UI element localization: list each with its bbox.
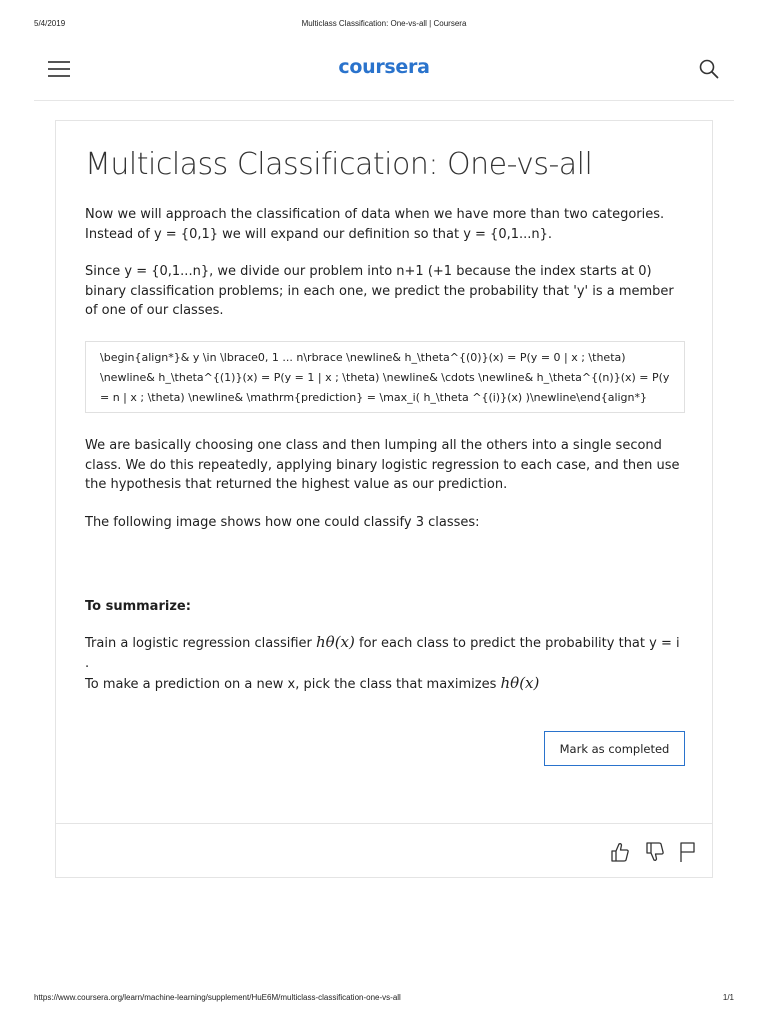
image-caption-paragraph: The following image shows how one could classify 3 classes: (85, 515, 480, 530)
intro-paragraph: Now we will approach the classification of data when we have more than two categories. Instead of y = {0,1} we will expand our definition so that y = {0,1...n}. (85, 207, 665, 242)
print-page-title: Multiclass Classification: One-vs-all | Coursera (301, 19, 467, 28)
explanation-paragraph: We are basically choosing one class and then lumping all the others into a single second class. We do this repeatedly, applying binary logistic regression to each case, and then use the hypothesis that returned the highest value as our prediction. (85, 438, 680, 492)
thumbs-up-icon[interactable] (610, 841, 630, 863)
top-navigation (34, 44, 734, 101)
approach-paragraph: Since y = {0,1...n}, we divide our problem into n+1 (+1 because the index starts at 0) binary classification problems; in each one, we predict the probability that 'y' is a member of one of our classes. (85, 264, 674, 318)
summary-predict-pre: To make a prediction on a new x, pick the class that maximizes (85, 677, 501, 692)
feedback-bar (56, 823, 712, 878)
latex-code-block: \begin{align*}& y \in \lbrace0, 1 ... n\rbrace \newline& h_\theta^{(0)}(x) = P(y = 0 | x ; \theta) \newline& h_\theta^{(1)}(x) = P(y = 1 | x ; \theta) \newline& \cdots \newline& h_\theta^{(n)}(x) = P(y = n | x ; \theta) \newline& \mathrm{prediction} = \max_i( h_\theta ^{(i)}(x) )\newline\end{align*} (85, 341, 685, 413)
flag-icon[interactable] (677, 841, 697, 863)
hypothesis-formula-max: hθ(x) (500, 674, 540, 692)
summary-heading: To summarize: (85, 599, 191, 614)
page-title: Multiclass Classification: One-vs-all (85, 147, 593, 182)
mark-as-completed-button[interactable]: Mark as completed (544, 731, 685, 766)
coursera-logo[interactable]: coursera (338, 56, 430, 78)
summary-train-post: for each class to predict the probability that y = i . (85, 636, 680, 671)
print-page-number: 1/1 (722, 993, 734, 1002)
summary-predict-text (85, 674, 685, 695)
print-date: 5/4/2019 (34, 19, 66, 28)
hypothesis-formula: hθ(x) (316, 633, 355, 651)
summary-train-text (85, 633, 685, 673)
content-card (55, 120, 713, 878)
print-url: https://www.coursera.org/learn/machine-learning/supplement/HuE6M/multiclass-classification-one-vs-all (34, 993, 401, 1002)
thumbs-down-icon[interactable] (645, 841, 665, 863)
summary-train-pre: Train a logistic regression classifier (85, 636, 317, 651)
search-icon[interactable] (698, 58, 720, 80)
